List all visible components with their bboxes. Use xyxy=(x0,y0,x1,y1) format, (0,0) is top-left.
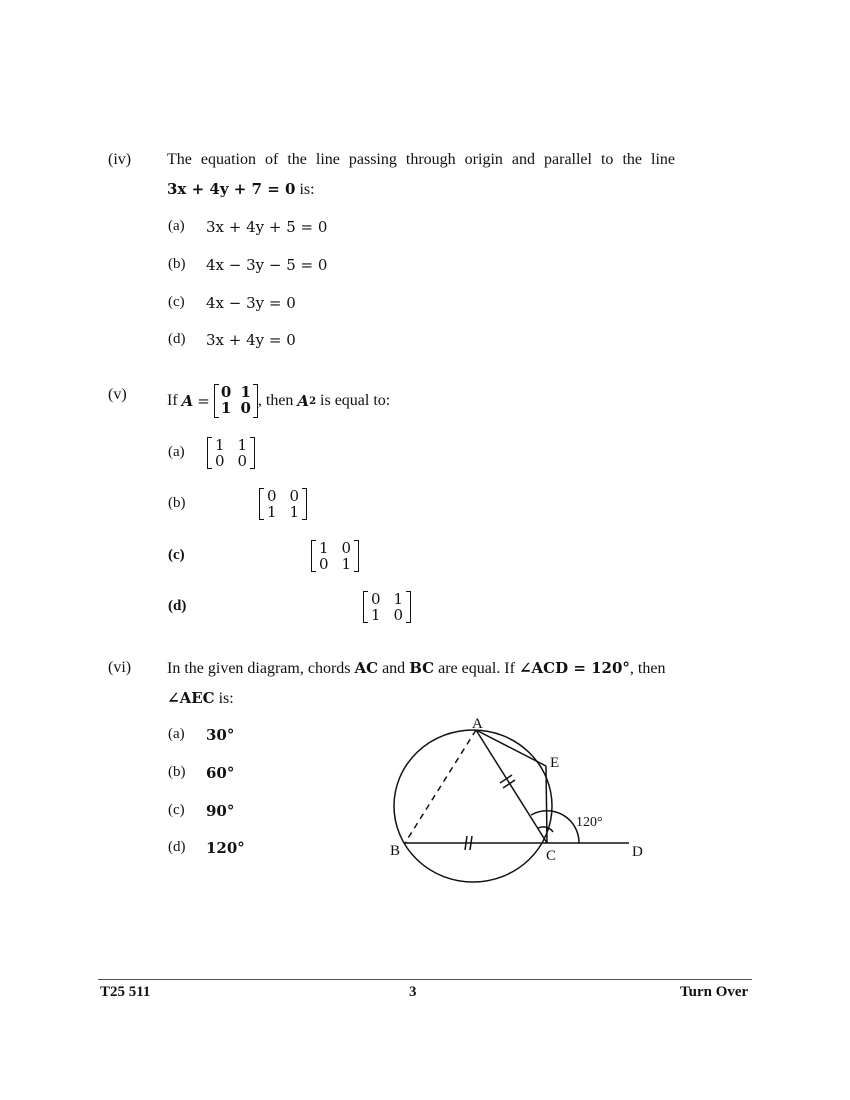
question-iv-equation-tail: is: xyxy=(299,181,315,198)
chord-ec xyxy=(546,766,547,843)
matrix-cell: 0 xyxy=(341,539,351,557)
dashed-chord-ab xyxy=(405,730,476,843)
point-a-label: A xyxy=(472,716,483,732)
q4-option-d-label: (d) xyxy=(168,331,186,347)
question-v-sup: 2 xyxy=(309,395,317,407)
q5-option-d-label: (d) xyxy=(168,598,187,614)
q6-option-c-label: (c) xyxy=(168,802,185,818)
question-number-v: (v) xyxy=(108,386,127,403)
q4-option-a-label: (a) xyxy=(168,218,185,234)
q6-option-c-text: 90° xyxy=(206,802,235,820)
q6-option-b-text: 60° xyxy=(206,764,235,782)
tick-bc-1 xyxy=(465,836,467,850)
matrix-cell: 1 xyxy=(341,555,351,573)
circle-chord-diagram xyxy=(380,710,660,895)
question-vi-angle: ∠ACD = 120° xyxy=(518,659,630,677)
angle-arc-acd xyxy=(531,811,579,843)
question-v-prefix: If xyxy=(167,392,178,409)
question-vi-ac: AC xyxy=(354,659,379,677)
angle-label: 120° xyxy=(576,815,603,830)
question-v-mid: , then xyxy=(257,392,294,409)
question-iv-equation-line xyxy=(167,180,315,199)
question-vi-bc: BC xyxy=(409,659,435,677)
q6-option-a-label: (a) xyxy=(168,726,185,742)
circle xyxy=(394,730,552,882)
question-vi-tail: is: xyxy=(218,690,234,707)
question-v-var: A xyxy=(181,392,194,410)
q5-option-c-label: (c) xyxy=(168,547,185,563)
q5-option-d-matrix xyxy=(363,591,411,623)
question-vi-text-a: In the given diagram, chords xyxy=(167,660,351,677)
matrix-cell: 0 xyxy=(289,487,299,505)
matrix-cell: 0 xyxy=(371,590,381,608)
q4-option-c-text: 4x − 3y = 0 xyxy=(206,294,296,312)
question-vi-line2 xyxy=(167,689,234,708)
footer-paper-code: T25 511 xyxy=(100,984,151,1000)
q4-option-b-text: 4x − 3y − 5 = 0 xyxy=(206,256,328,274)
q5-option-a-label: (a) xyxy=(168,444,185,460)
matrix-cell: 0 xyxy=(240,399,251,417)
footer-turn-over: Turn Over xyxy=(680,984,749,1000)
matrix-cell: 0 xyxy=(393,606,403,624)
question-iv-text: The equation of the line passing through origin and parallel to the line xyxy=(167,151,675,168)
matrix-cell: 1 xyxy=(267,503,277,521)
q4-option-a-text: 3x + 4y + 5 = 0 xyxy=(206,218,328,236)
point-b-label: B xyxy=(390,843,401,859)
matrix-cell: 0 xyxy=(237,452,247,470)
q5-option-b-label: (b) xyxy=(168,495,186,511)
matrix-cell: 0 xyxy=(220,383,232,401)
question-vi-line1 xyxy=(167,659,665,678)
question-vi-text-c: , then xyxy=(629,660,666,677)
point-d-label: D xyxy=(632,844,643,860)
q6-option-d-text: 120° xyxy=(206,839,245,857)
question-v-var2: A xyxy=(297,392,310,410)
point-c-label: C xyxy=(546,848,557,864)
tick-ac-1 xyxy=(500,775,512,783)
question-v-matrix xyxy=(214,384,258,418)
question-v-equals: = xyxy=(197,392,210,410)
matrix-cell: 1 xyxy=(240,383,251,401)
matrix-cell: 0 xyxy=(215,452,225,470)
matrix-cell: 1 xyxy=(215,436,225,454)
q5-option-c-matrix xyxy=(311,540,359,572)
tick-bc-2 xyxy=(470,836,472,850)
matrix-cell: 1 xyxy=(289,503,299,521)
matrix-cell: 1 xyxy=(220,399,232,417)
matrix-cell: 1 xyxy=(371,606,381,624)
question-iv-equation: 3x + 4y + 7 = 0 xyxy=(167,180,296,198)
question-number-vi: (vi) xyxy=(108,659,132,676)
question-vi-and: and xyxy=(382,660,406,677)
point-e-label: E xyxy=(550,755,560,771)
question-vi-text-b: are equal. If xyxy=(438,660,515,677)
question-v-tail: is equal to: xyxy=(320,392,391,409)
matrix-cell: 0 xyxy=(319,555,329,573)
q6-option-a-text: 30° xyxy=(206,726,235,744)
matrix-cell: 1 xyxy=(393,590,403,608)
question-v-text xyxy=(167,382,390,420)
q4-option-b-label: (b) xyxy=(168,256,186,272)
chord-ac xyxy=(476,730,547,843)
q5-option-a-matrix xyxy=(207,437,255,469)
question-vi-angle2: ∠AEC xyxy=(167,689,215,707)
matrix-cell: 1 xyxy=(237,436,247,454)
footer-page-number: 3 xyxy=(409,984,417,1000)
q4-option-d-text: 3x + 4y = 0 xyxy=(206,331,296,349)
matrix-cell: 1 xyxy=(319,539,329,557)
footer-divider xyxy=(98,979,752,980)
q6-option-d-label: (d) xyxy=(168,839,186,855)
q5-option-b-matrix xyxy=(259,488,307,520)
question-number-iv: (iv) xyxy=(108,151,132,168)
q6-option-b-label: (b) xyxy=(168,764,186,780)
matrix-cell: 0 xyxy=(267,487,277,505)
q4-option-c-label: (c) xyxy=(168,294,185,310)
